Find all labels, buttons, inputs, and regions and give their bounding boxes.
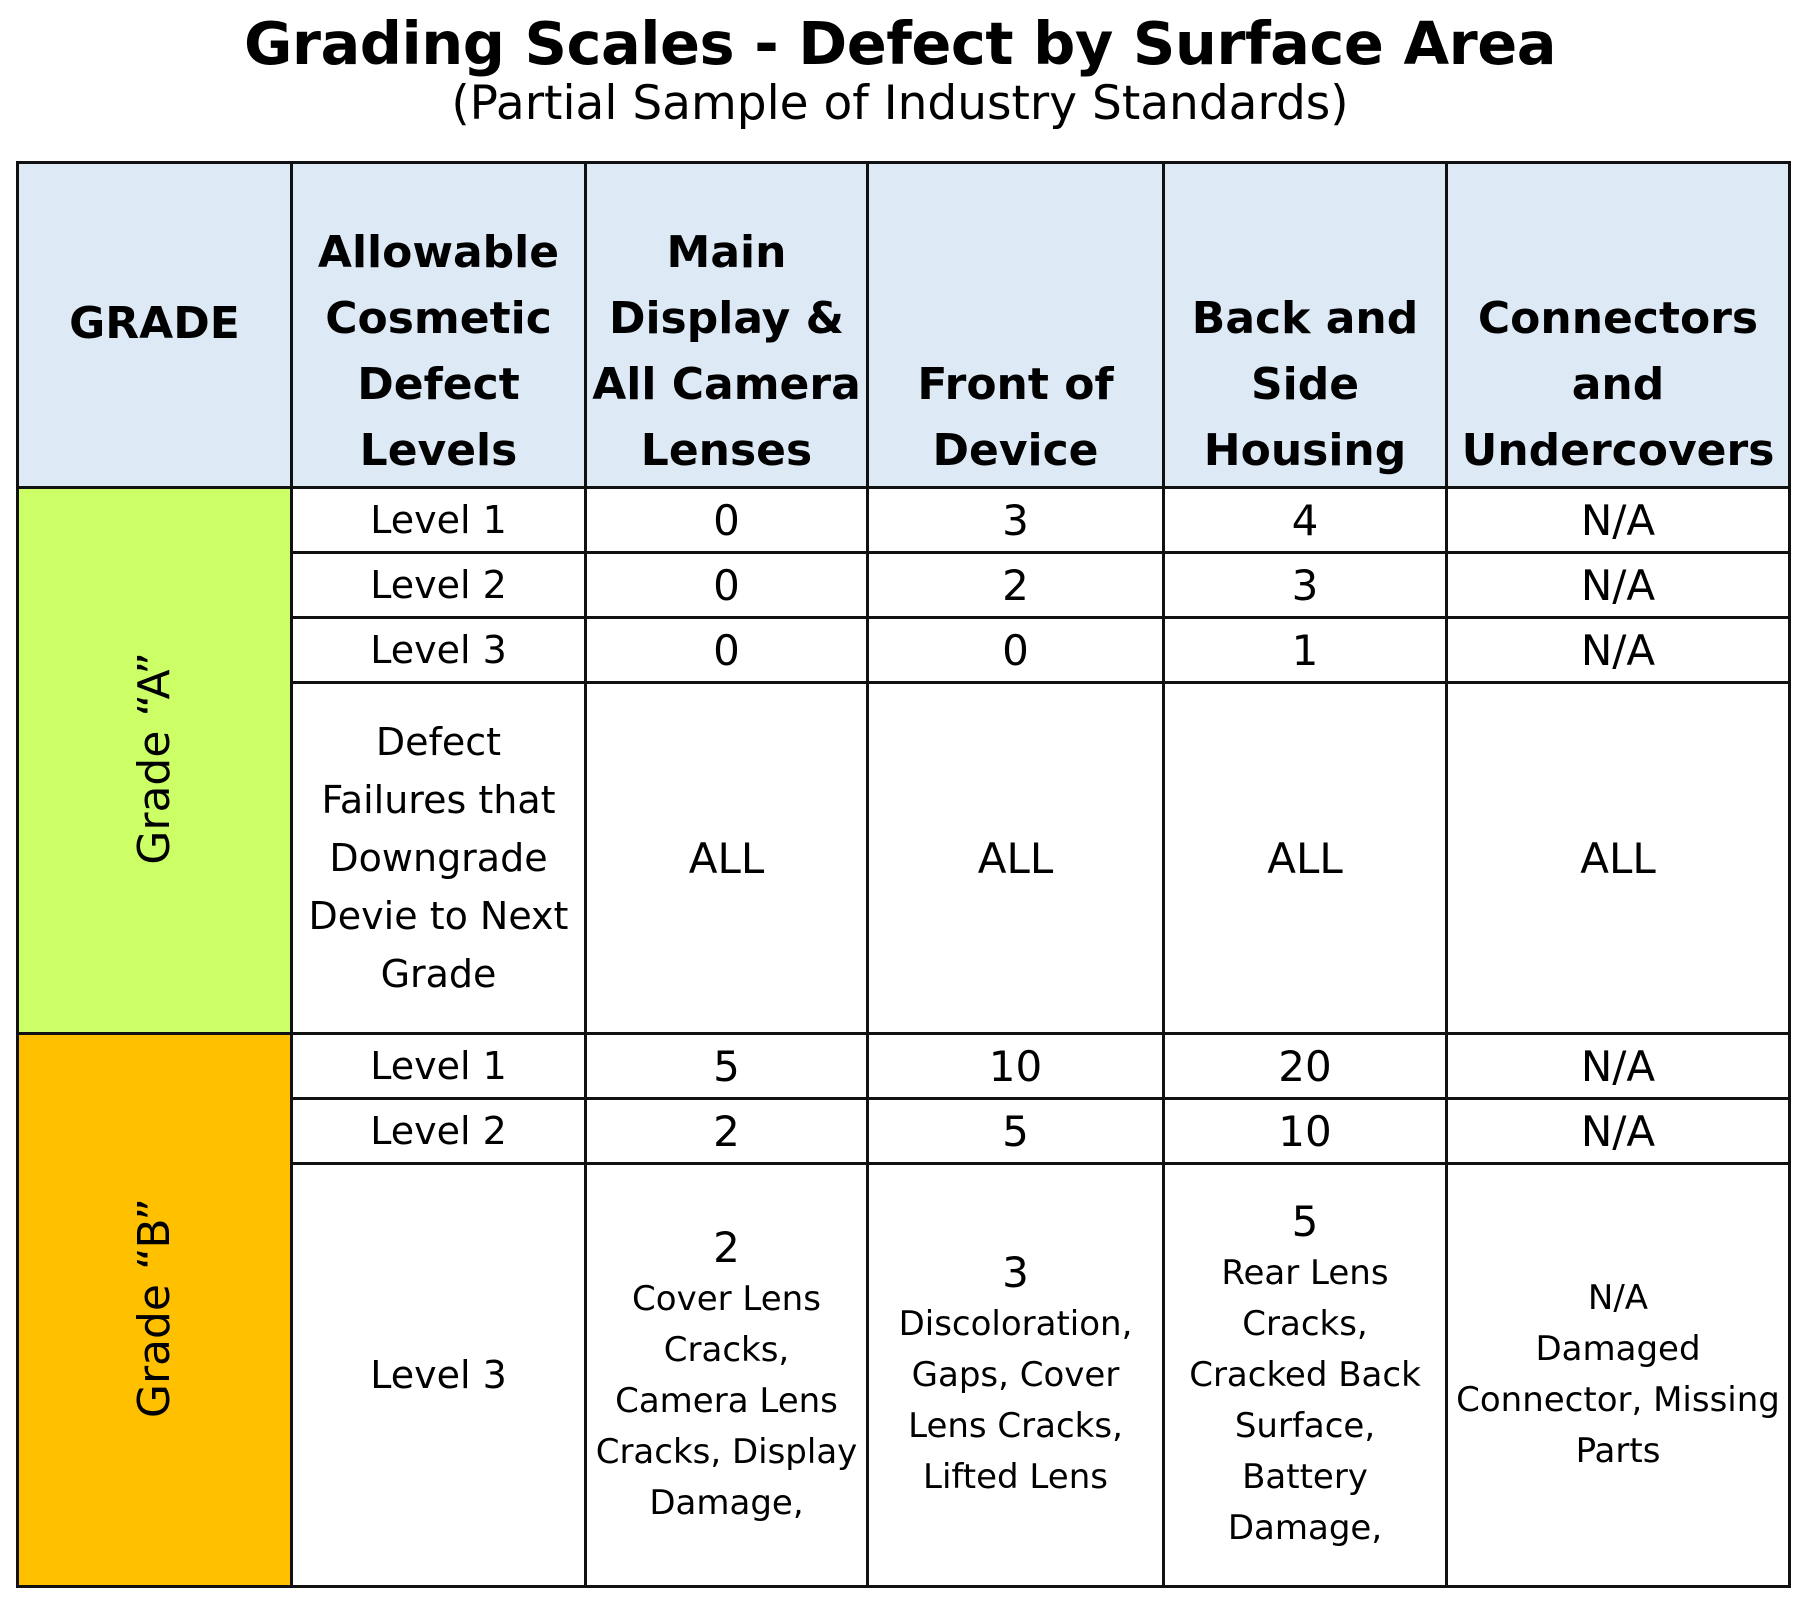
- main-display-value: 2: [713, 1222, 740, 1272]
- grade-b-label-cell: [18, 1034, 292, 1587]
- connectors-cell: ALL: [1447, 683, 1790, 1034]
- header-row: [18, 163, 1790, 488]
- front-cell: 3: [868, 488, 1164, 553]
- back-side-cell: 10: [1164, 1099, 1447, 1164]
- front-cell: ALL: [868, 683, 1164, 1034]
- page-subtitle: (Partial Sample of Industry Standards): [451, 76, 1349, 131]
- level-cell: Level 2: [292, 1099, 586, 1164]
- back-side-cell: 3: [1164, 553, 1447, 618]
- back-side-value: 5: [1291, 1197, 1319, 1246]
- connectors-notes: Damaged Connector, Missing Parts: [1456, 1329, 1780, 1471]
- main-display-cell: 2: [586, 1099, 868, 1164]
- front-cell: [868, 1164, 1164, 1587]
- main-display-notes: Cover Lens Cracks, Camera Lens Cracks, Display Damage,: [595, 1278, 858, 1523]
- front-value: 3: [1002, 1248, 1029, 1297]
- main-display-cell: 0: [586, 618, 868, 683]
- main-display-cell: 5: [586, 1034, 868, 1099]
- level-cell: Level 2: [292, 553, 586, 618]
- main-display-cell: [586, 1164, 868, 1587]
- header-front-of-device: Front of Device: [868, 163, 1164, 488]
- page-title: Grading Scales - Defect by Surface Area: [243, 9, 1557, 78]
- front-cell: 2: [868, 553, 1164, 618]
- connectors-cell: N/A: [1447, 618, 1790, 683]
- header-grade: GRADE: [18, 163, 292, 488]
- table-row: [18, 1034, 1790, 1099]
- connectors-cell: N/A: [1447, 488, 1790, 553]
- connectors-cell: N/A: [1447, 1034, 1790, 1099]
- grading-table: [16, 161, 1791, 1588]
- level-cell: Level 1: [292, 1034, 586, 1099]
- grade-a-label-cell: [18, 488, 292, 1034]
- level-cell: Level 3: [292, 618, 586, 683]
- header-connectors: Connectors and Undercovers: [1447, 163, 1790, 488]
- level-cell: Level 1: [292, 488, 586, 553]
- header-main-display: Main Display & All Camera Lenses: [586, 163, 868, 488]
- front-notes: Discoloration, Gaps, Cover Lens Cracks, Lifted Lens: [898, 1304, 1133, 1497]
- back-side-cell: 1: [1164, 618, 1447, 683]
- back-side-notes: Rear Lens Cracks, Cracked Back Surface, Battery Damage,: [1189, 1253, 1421, 1548]
- header-back-side-housing: Back and Side Housing: [1164, 163, 1447, 488]
- connectors-cell: N/A: [1447, 553, 1790, 618]
- connectors-cell: N/A: [1447, 1099, 1790, 1164]
- back-side-cell: [1164, 1164, 1447, 1587]
- front-cell: 5: [868, 1099, 1164, 1164]
- back-side-cell: 20: [1164, 1034, 1447, 1099]
- front-cell: 10: [868, 1034, 1164, 1099]
- level-cell: Level 3: [292, 1164, 586, 1587]
- failures-level-cell: Defect Failures that Downgrade Devie to Next Grade: [292, 683, 586, 1034]
- connectors-value: N/A: [1587, 1278, 1649, 1318]
- grade-b-label: Grade “B”: [129, 1197, 180, 1419]
- main-display-cell: 0: [586, 488, 868, 553]
- table-row: [18, 488, 1790, 553]
- back-side-cell: ALL: [1164, 683, 1447, 1034]
- main-display-cell: 0: [586, 553, 868, 618]
- header-defect-levels: Allowable Cosmetic Defect Levels: [292, 163, 586, 488]
- front-cell: 0: [868, 618, 1164, 683]
- back-side-cell: 4: [1164, 488, 1447, 553]
- grade-a-label: Grade “A”: [129, 652, 180, 865]
- connectors-cell: [1447, 1164, 1790, 1587]
- main-display-cell: ALL: [586, 683, 868, 1034]
